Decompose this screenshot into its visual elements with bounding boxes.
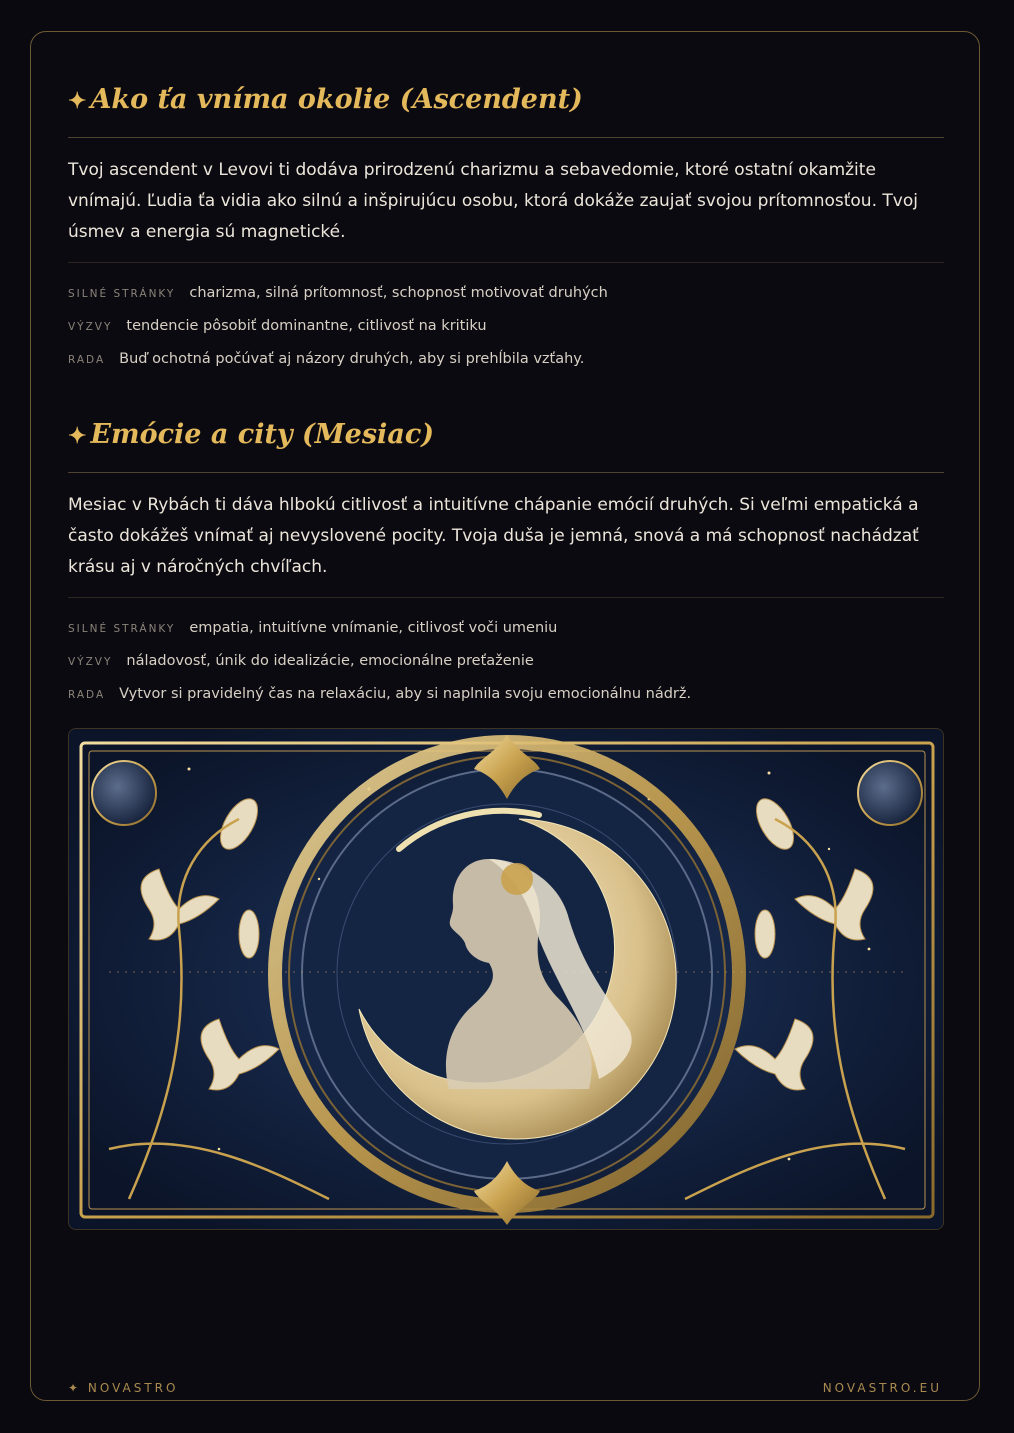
challenges-row xyxy=(68,310,944,343)
divider xyxy=(68,262,944,263)
illustration-art xyxy=(69,729,944,1230)
advice-row xyxy=(68,343,944,376)
strengths-value: empatia, intuitívne vnímanie, citlivosť voči umeniu xyxy=(189,620,558,636)
section-body: Tvoj ascendent v Levovi ti dodáva prirodzenú charizmu a sebavedomie, ktoré ostatní okamžite vnímajú. Ľudia ťa vidia ako silnú a inšpirujúcu osobu, ktorá dokáže zaujať svojou prítomnosťou. Tvoj úsmev a energia sú magnetické. xyxy=(68,160,918,242)
advice-value: Buď ochotná počúvať aj názory druhých, aby si prehĺbila vzťahy. xyxy=(119,351,585,367)
footer-brand: ✦ NOVASTRO xyxy=(68,1381,179,1395)
strengths-label: SILNÉ STRÁNKY xyxy=(68,288,176,300)
strengths-row xyxy=(68,277,944,310)
challenges-label: VÝZVY xyxy=(68,321,113,333)
moon-goddess-illustration xyxy=(68,728,944,1230)
section-title xyxy=(68,413,944,457)
section-body: Mesiac v Rybách ti dáva hlbokú citlivosť a intuitívne chápanie emócií druhých. Si veľmi empatická a často dokážeš vnímať aj nevyslovené pocity. Tvoja duša je jemná, snová a má schopnosť nachádzať krásu aj v náročných chvíľach. xyxy=(68,495,919,577)
section-mesiac xyxy=(68,413,944,711)
section-title-text: Ako ťa vníma okolie (Ascendent) xyxy=(90,84,583,115)
divider xyxy=(68,597,944,598)
challenges-row xyxy=(68,645,944,678)
challenges-label: VÝZVY xyxy=(68,656,113,668)
section-title-text: Emócie a city (Mesiac) xyxy=(90,419,435,450)
strengths-row xyxy=(68,612,944,645)
strengths-value: charizma, silná prítomnosť, schopnosť motivovať druhých xyxy=(189,285,608,301)
advice-label: RADA xyxy=(68,689,106,701)
divider xyxy=(68,137,944,138)
challenges-value: tendencie pôsobiť dominantne, citlivosť na kritiku xyxy=(126,318,487,334)
strengths-label: SILNÉ STRÁNKY xyxy=(68,623,176,635)
footer-url[interactable]: NOVASTRO.EU xyxy=(822,1381,942,1395)
advice-label: RADA xyxy=(68,354,106,366)
section-title xyxy=(68,78,944,122)
advice-row xyxy=(68,678,944,711)
star-icon: ✦ xyxy=(68,423,87,449)
challenges-value: náladovosť, únik do idealizácie, emocionálne preťaženie xyxy=(126,653,534,669)
star-icon: ✦ xyxy=(68,88,87,114)
divider xyxy=(68,472,944,473)
section-ascendent xyxy=(68,78,944,376)
advice-value: Vytvor si pravidelný čas na relaxáciu, aby si naplnila svoju emocionálnu nádrž. xyxy=(119,686,692,702)
traits-list xyxy=(68,612,944,711)
traits-list xyxy=(68,277,944,376)
